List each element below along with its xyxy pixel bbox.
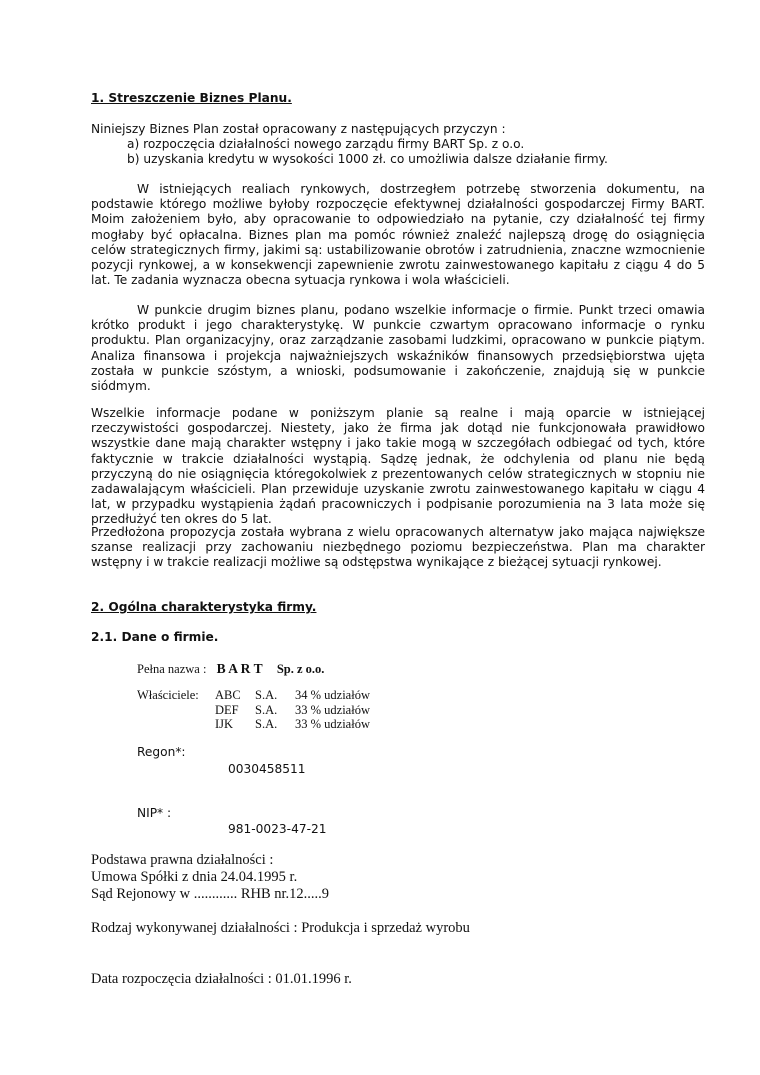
nip-value: 981-0023-47-21: [228, 822, 327, 836]
owner-share: 33 % udziałów: [295, 717, 370, 731]
nip-label: NIP* :: [137, 806, 172, 820]
owner-name: IJK: [215, 717, 234, 731]
full-name-label: Pełna nazwa :: [137, 662, 207, 676]
intro-text: Niniejszy Biznes Plan został opracowany z następujących przyczyn :: [91, 122, 506, 136]
paragraph-2: W punkcie drugim biznes planu, podano wszelkie informacje o firmie. Punkt trzeci omawia krótko produkt i jego charakterystykę. W punkcie czwartym opracowano informacje o rynku produktu. Plan organizacyjny, oraz zarządzanie zasobami ludzkimi, opracowano w punkcie piątym. Analiza finansowa i projekcja najważniejszych wskaźników finansowych przedsiębiorstwa ujęta została w punkcie szóstym, a wnioski, podsumowanie i zakończenie, znajdują się w punkcie siódmym.: [91, 303, 705, 394]
owner-name: DEF: [215, 702, 239, 717]
full-name-row: [137, 661, 324, 677]
reason-a: a) rozpoczęcia działalności nowego zarządu firmy BART Sp. z o.o.: [127, 137, 525, 151]
legal-basis-label: Podstawa prawna działalności :: [91, 852, 274, 868]
owner-form: S.A.: [255, 717, 278, 731]
paragraph-1: W istniejących realiach rynkowych, dostrzegłem potrzebę stworzenia dokumentu, na podstawie którego możliwe byłoby rozpoczęcie efektywnej działalności gospodarczej Firmy BART. Moim założeniem było, aby opracowanie to odpowiedziało na pytanie, czy działalność tej firmy mogłaby być opłacalna. Biznes plan ma pomóc również znaleźć najlepszą drogę do osiągnięcia celów strategicznych firmy, jakimi są: ustabilizowanie obrotów i zatrudnienia, znaczne wzmocnienie pozycji rynkowej, a w konsekwencji zapewnienie zwrotu zainwestowanego kapitału z ciągu 4 do 5 lat. Te zadania wyznacza obecna sytuacja rynkowa i wola właścicieli.: [91, 182, 705, 288]
paragraph-4: Przedłożona propozycja została wybrana z wielu opracowanych alternatyw jako mająca największe szanse realizacji przy zachowaniu niezbędnego poziomu bezpieczeństwa. Plan ma charakter wstępny i w trakcie realizacji możliwe są odstępstwa wynikające z bieżącej sytuacji rynkowej.: [91, 525, 705, 570]
owner-row: [137, 703, 370, 718]
owners-label: Właściciele:: [137, 688, 199, 702]
owner-row: [137, 717, 370, 732]
full-name-suffix: Sp. z o.o.: [276, 662, 325, 676]
section-1-heading: 1. Streszczenie Biznes Planu.: [91, 91, 292, 105]
owner-name: ABC: [215, 688, 241, 702]
owner-form: S.A.: [255, 688, 278, 702]
owner-row: [137, 688, 370, 703]
section-2-heading: 2. Ogólna charakterystyka firmy.: [91, 600, 317, 614]
owners-table: [137, 688, 370, 732]
legal-basis-court: Sąd Rejonowy w ............ RHB nr.12.....9: [91, 886, 330, 902]
full-name-value: B A R T: [216, 661, 263, 676]
owner-share: 34 % udziałów: [295, 688, 370, 702]
paragraph-3: Wszelkie informacje podane w poniższym planie są realne i mają oparcie w istniejącej rzeczywistości gospodarczej. Niestety, jako że firma jak dotąd nie funkcjonowała prawidłowo wszystkie dane mają charakter wstępny i jako takie mogą w szczegółach odbiegać od tych, które faktycznie w trakcie działalności wystąpią. Sądzę jednak, że odchylenia od planu nie będą przyczyną do nie osiągnięcia któregokolwiek z prezentowanych celów strategicznych w stopniu nie zadawalającym właścicieli. Plan przewiduje uzyskanie zwrotu zainwestowanego kapitału w ciągu 4 lat, w przypadku wystąpienia żądań pracowniczych i podpisanie porozumienia na 3 lata może się przedłużyć ten okres do 5 lat.: [91, 406, 705, 527]
activity-type: Rodzaj wykonywanej działalności : Produkcja i sprzedaż wyrobu: [91, 920, 470, 936]
start-date: Data rozpoczęcia działalności : 01.01.1996 r.: [91, 971, 352, 987]
section-2-1-heading: 2.1. Dane o firmie.: [91, 630, 219, 644]
reason-b: b) uzyskania kredytu w wysokości 1000 zł. co umożliwia dalsze działanie firmy.: [127, 152, 608, 166]
legal-basis-contract: Umowa Spółki z dnia 24.04.1995 r.: [91, 869, 298, 885]
owner-share: 33 % udziałów: [295, 702, 370, 717]
regon-label: Regon*:: [137, 745, 186, 759]
regon-value: 0030458511: [228, 762, 306, 776]
owners-block: [137, 688, 370, 732]
owner-form: S.A.: [255, 702, 278, 717]
